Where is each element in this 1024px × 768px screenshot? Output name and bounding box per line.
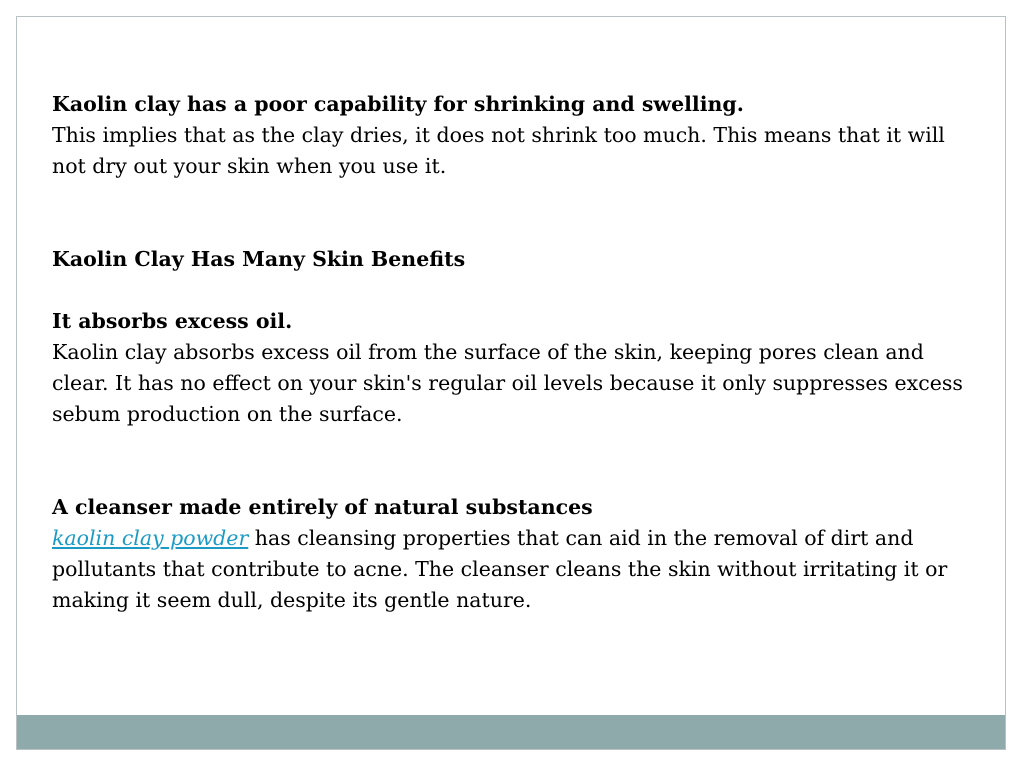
spacer bbox=[52, 275, 982, 306]
paragraph-absorbs-oil: Kaolin clay absorbs excess oil from the surface of the skin, keeping pores clean and clear. It has no effect on your skin's regular oil levels because it only suppresses excess sebum production on the surface. bbox=[52, 340, 963, 426]
heading-absorbs-oil: It absorbs excess oil. bbox=[52, 309, 293, 333]
paragraph-natural-cleanser bbox=[52, 523, 982, 616]
slide bbox=[16, 16, 1006, 750]
heading-shrink-swell: Kaolin clay has a poor capability for shrinking and swelling. bbox=[52, 92, 744, 116]
kaolin-clay-powder-link[interactable]: kaolin clay powder bbox=[52, 526, 249, 550]
heading-natural-cleanser: A cleanser made entirely of natural substances bbox=[52, 495, 593, 519]
heading-skin-benefits: Kaolin Clay Has Many Skin Benefits bbox=[52, 247, 466, 271]
spacer bbox=[52, 430, 982, 492]
spacer bbox=[52, 182, 982, 244]
paragraph-natural-cleanser-text: has cleansing properties that can aid in the removal of dirt and pollutants that contribute to acne. The cleanser cleans the skin without irritating it or making it seem dull, despite its gentle nature. bbox=[52, 526, 948, 612]
footer-band bbox=[17, 715, 1005, 749]
slide-content bbox=[52, 89, 982, 616]
paragraph-shrink-swell: This implies that as the clay dries, it does not shrink too much. This means that it will not dry out your skin when you use it. bbox=[52, 123, 945, 178]
